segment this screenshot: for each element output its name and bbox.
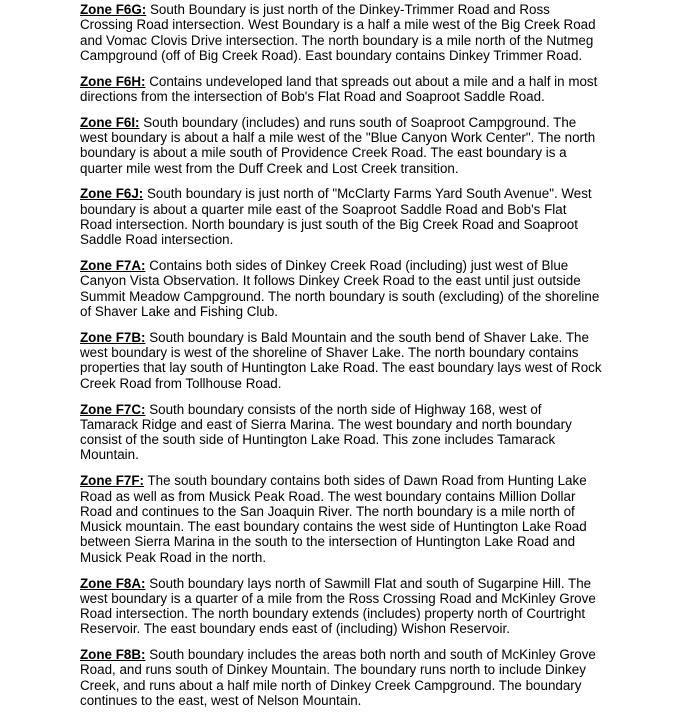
zone-label: Zone F7C:: [80, 401, 146, 417]
zone-label: Zone F7B:: [80, 329, 146, 345]
zone-f6j-paragraph: [80, 186, 602, 247]
zone-description: The south boundary contains both sides of Dawn Road from Hunting Lake Road as well as from Musick Peak Road. The west boundary contains Million Dollar Road and continues to the San Joaquin River. The north boundary is a mile north of Musick mountain. The east boundary contains the west side of Huntington Lake Road between Sierra Marina in the south to the intersection of Huntington Lake Road and Musick Peak Road in the north.: [80, 473, 587, 565]
zone-f6g-paragraph: [80, 2, 602, 63]
zone-f7b-paragraph: [80, 330, 602, 391]
zone-description: South boundary (includes) and runs south of Soaproot Campground. The west boundary is about a half a mile west of the "Blue Canyon Work Center". The north boundary is about a mile south of Providence Creek Road. The east boundary is a quarter mile west from the Duff Creek and Lost Creek transition.: [80, 114, 596, 176]
zone-label: Zone F8B:: [80, 647, 146, 663]
zone-f7f-paragraph: [80, 473, 602, 565]
zone-description: South boundary lays north of Sawmill Flat and south of Sugarpine Hill. The west boundary is a quarter of a mile from the Ross Crossing Road and McKinley Grove Road intersection. The north boundary extends (includes) property north of Courtright Reservoir. The east boundary ends east of (including) Wishon Reservoir.: [80, 575, 596, 637]
zone-description: South boundary consists of the north side of Highway 168, west of Tamarack Ridge and east of Sierra Marina. The west boundary and north boundary consist of the south side of Huntington Lake Road. This zone includes Tamarack Mountain.: [80, 401, 572, 463]
zone-f7a-paragraph: [80, 258, 602, 319]
zone-label: Zone F7A:: [80, 258, 146, 274]
zone-label: Zone F6G:: [80, 2, 147, 17]
zone-descriptions-document: [80, 2, 602, 719]
zone-label: Zone F7F:: [80, 473, 144, 489]
zone-f8a-paragraph: [80, 576, 602, 637]
zone-description: South boundary includes the areas both north and south of McKinley Grove Road, and runs south of Dinkey Mountain. The boundary runs north to include Dinkey Creek, and runs about a half mile north of Dinkey Creek Campground. The boundary continues to the east, west of Nelson Mountain.: [80, 647, 596, 709]
zone-description: Contains both sides of Dinkey Creek Road (including) just west of Blue Canyon Vista Observation. It follows Dinkey Creek Road to the east until just outside Summit Meadow Campground. The north boundary is south (excluding) of the shoreline of Shaver Lake and Fishing Club.: [80, 258, 600, 320]
zone-f8b-paragraph: [80, 647, 602, 708]
zone-label: Zone F6J:: [80, 186, 144, 202]
zone-description: South boundary is Bald Mountain and the south bend of Shaver Lake. The west boundary is west of the shoreline of Shaver Lake. The north boundary contains properties that lay south of Huntington Lake Road. The east boundary lays west of Rock Creek Road from Tollhouse Road.: [80, 329, 602, 391]
zone-label: Zone F6I:: [80, 114, 140, 130]
zone-f6i-paragraph: [80, 115, 602, 176]
zone-label: Zone F8A:: [80, 575, 146, 591]
zone-description: Contains undeveloped land that spreads out about a mile and a half in most directions from the intersection of Bob's Flat Road and Soaproot Saddle Road.: [80, 73, 598, 104]
zone-description: South boundary is just north of "McClarty Farms Yard South Avenue". West boundary is about a quarter mile east of the Soaproot Saddle Road and Bob's Flat Road intersection. North boundary is just south of the Big Creek Road and Soaproot Saddle Road intersection.: [80, 186, 592, 248]
zone-label: Zone F6H:: [80, 73, 146, 89]
zone-f7c-paragraph: [80, 402, 602, 463]
zone-description: South Boundary is just north of the Dinkey-Trimmer Road and Ross Crossing Road intersection. West Boundary is a half a mile west of the Big Creek Road and Vomac Clovis Drive intersection. The north boundary is a mile north of the Nutmeg Campground (off of Big Creek Road). East boundary contains Dinkey Trimmer Road.: [80, 2, 596, 63]
zone-f6h-paragraph: [80, 74, 602, 105]
